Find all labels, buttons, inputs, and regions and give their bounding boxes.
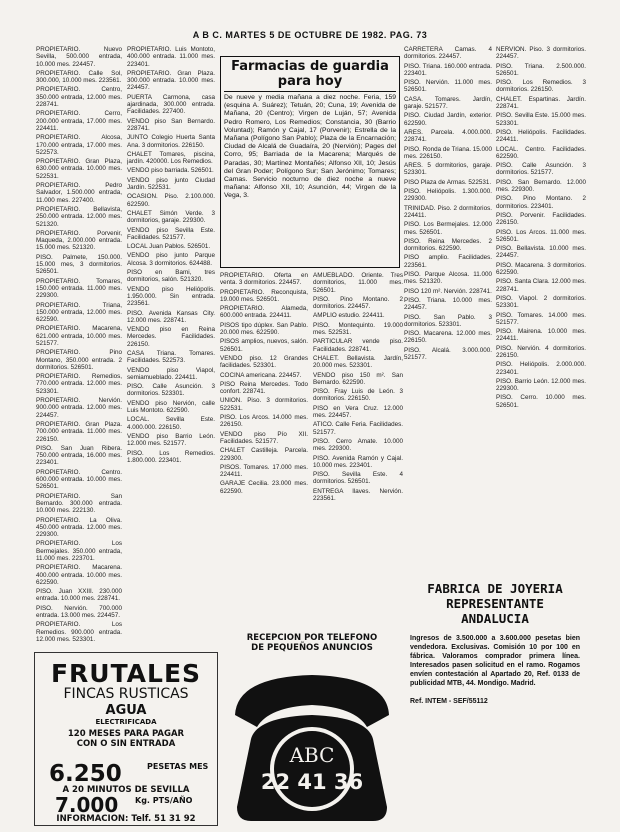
classified-ad: AMUEBLADO. Oriente. Tres dormitorios, 11.000 mes. 526501. [313, 272, 403, 294]
classified-ad: PISO. Heliópolis. Facilidades. 224411. [496, 128, 586, 144]
classified-ad: PISO. Juan XXIII. 230.000 entrada. 10.000 mes. 228741. [36, 588, 122, 603]
classified-ad: ATICO. Calle Feria. Facilidades. 521577. [313, 421, 403, 436]
classified-ad: PISO. Reina Mercedes. 2 dormitorios. 622590. [404, 237, 492, 253]
classified-ad: PROPIETARIO. Tomares, 150.000 entrada. 11.000 mes. 229300. [36, 277, 122, 300]
classified-ad: PISO. Ciudad Jardín, exterior. 622590. [404, 112, 492, 127]
frutales-price-1: 6.250 [49, 761, 122, 787]
classified-ad: PISO. Santa Clara. 12.000 mes. 228741. [496, 278, 586, 293]
farmacias-title: Farmacias de guardia para hoy [224, 59, 396, 92]
frutales-info: INFORMACION: Telf. 51 31 92 [56, 814, 196, 824]
joyeria-ref: Ref. INTEM - SEF/55112 [410, 698, 488, 705]
classified-ad: PISO amplio. Facilidades. 223561. [404, 254, 492, 269]
classified-ad: PISO. Alcalá. 3.000.000. 521577. [404, 346, 492, 361]
frutales-meses: 120 MESES PARA PAGAR [67, 729, 185, 739]
classified-ad: PISO. Nervión. 700.000 entrada. 13.000 mes. 224457. [36, 604, 122, 620]
frutales-distance: A 20 MINUTOS DE SEVILLA [62, 785, 190, 795]
classified-ad: PISO Reina Mercedes. Todo confort. 228741. [220, 380, 308, 396]
frutales-title: FRUTALES [50, 659, 202, 688]
classified-ad: PROPIETARIO. Macarena, 621.000 entrada, 10.000 mes. 521577. [36, 325, 122, 347]
classified-ad: PISO. Porvenir. Facilidades. 226150. [496, 211, 586, 227]
classified-ad: LOCAL Juan Pablos. 526501. [127, 243, 211, 251]
classified-ad: PROPIETARIO. Los Remedios. 900.000 entrada. 12.000 mes. 523301. [36, 621, 122, 643]
classified-ad: PROPIETARIO. Gran Plaza. 700.000 entrada. 11.000 mes. 226150. [36, 420, 122, 443]
classified-ad: PISO. Calle Asunción. 3 dormitorios. 521577. [496, 162, 586, 177]
classifieds-column-3a [220, 272, 308, 638]
classified-ad: PISO en Vera Cruz. 12.000 mes. 224457. [313, 404, 403, 420]
classified-ad: PISO. Los Remedios. 1.800.000. 223401. [127, 449, 215, 464]
frutales-price-1-unit: PESETAS MES [147, 762, 209, 771]
classified-ad: VENDO piso. 12 Grandes facilidades. 523301. [220, 354, 308, 370]
frutales-price-2-unit: Kg. PTS/AÑO [135, 796, 193, 805]
classified-ad: PISO 120 m². Nervión. 228741. [404, 287, 492, 295]
classified-ad: ENTREGA llaves. Nervión. 223561. [313, 487, 403, 503]
abc-phone-number: 22 41 36 [260, 770, 364, 794]
classified-ad: PROPIETARIO. Los Bermejales. 350.000 entrada, 11.000 mes. 223701. [36, 540, 122, 562]
classified-ad: PROPIETARIO. Luis Montoto, 400.000 entrada. 11.000 mes. 223401. [127, 46, 215, 68]
classified-ad: VENDO piso Pío XII. Facilidades. 521577. [220, 430, 308, 445]
classified-ad: ARES. Parcela. 4.000.000. 228741. [404, 128, 492, 144]
classified-ad: VENDO piso Viapol, semiamueblado. 224411. [127, 366, 215, 381]
classified-ad: PISO. Calle Asunción. 3 dormitorios. 523301. [127, 383, 215, 398]
classified-ad: VENDO piso Nervión, calle Luis Montoto. 622590. [127, 399, 215, 415]
frutales-entrada: CON O SIN ENTRADA [76, 739, 176, 749]
classified-ad: PROPIETARIO. La Oliva. 450.000 entrada. 12.000 mes. 229300. [36, 516, 122, 539]
classified-ad: PROPIETARIO. Centro. 600.000 entrada. 10.000 mes. 526501. [36, 468, 122, 491]
classified-ad: AMPLIO estudio. 224411. [313, 312, 385, 320]
classified-ad: PISO. Nervión. 11.000 mes. 526501. [404, 79, 492, 94]
classified-ad: OCASION. Piso. 2.100.000. 622590. [127, 193, 215, 208]
classified-ad: PISO. Parque Alcosa. 11.000 mes. 521320. [404, 271, 492, 286]
classified-ad: PISO. Avenida Ramón y Cajal. 10.000 mes. 223401. [313, 454, 403, 469]
classified-ad: PISO. Avenida Kansas City. 12.000 mes. 228741. [127, 309, 215, 324]
classified-ad: VENDO piso Barrio León. 12.000 mes. 521577. [127, 432, 215, 448]
classified-ad: GARAJE Cecilia. 23.000 mes. 622590. [220, 480, 308, 495]
classified-ad: PISO. Triana. 160.000 entrada. 223401. [404, 62, 492, 77]
classified-ad: PISO. San Bernardo. 12.000 mes. 229300. [496, 178, 586, 194]
joyeria-title-1: FABRICA DE JOYERIA [427, 581, 563, 596]
classified-ad: PISO. San Pablo. 3 dormitorios. 523301. [404, 313, 492, 328]
classified-ad: PISO. Ronda de Triana. 15.000 mes. 226150. [404, 145, 492, 160]
classified-ad: VENDO piso 150 m². San Bernardo. 622590. [313, 371, 403, 386]
classifieds-column-4 [404, 46, 492, 601]
classified-ad: PROPIETARIO. Oferta en venta. 3 dormitorios. 224457. [220, 272, 308, 287]
classified-ad: PROPIETARIO. Macarena. 400.000 entrada. 10.000 mes. 622590. [36, 564, 122, 586]
classified-ad: PROPIETARIO. Pino Montano, 350.000 entrada. 2 dormitorios. 526501. [36, 349, 122, 371]
telephone-illustration [227, 657, 397, 825]
classified-ad: PROPIETARIO. San Bernardo. 300.000 entrada. 10.000 mes. 222130. [36, 492, 122, 515]
classified-ad: PISO. Los Arcos. 11.000 mes. 526501. [496, 228, 586, 243]
page-header: A B C. MARTES 5 DE OCTUBRE DE 1982. PAG. 73 [192, 30, 428, 40]
classified-ad: PISO. Cerro Amate. 10.000 mes. 229300. [313, 437, 403, 453]
classified-ad: PROPIETARIO. Cerro, 200.000 entrada, 17.000 mes. 224411. [36, 110, 122, 132]
classified-ad: PISO. Sevilla Este. 15.000 mes. 523301. [496, 112, 586, 127]
joyeria-title-2: REPRESENTANTE [446, 596, 544, 611]
classifieds-column-1 [36, 46, 122, 656]
classified-ad: PROPIETARIO. Pedro Salvador, 1.500.000 entrada, 11.000 mes. 227400. [36, 182, 122, 204]
classified-ad: PISO. Heliópolis. 2.000.000. 223401. [496, 361, 586, 376]
classified-ad: CASA Triana. Tomares. Facilidades. 522573. [127, 349, 215, 365]
classified-ad: PISO. Heliópolis. 1.300.000. 229300. [404, 188, 492, 203]
classified-ad: UNION. Piso. 3 dormitorios. 522531. [220, 397, 308, 412]
classified-ad: CHALET. Espartinas. Jardín. 228741. [496, 95, 586, 111]
classifieds-column-3b [313, 272, 403, 638]
classified-ad: PISO. Fray Luis de León. 3 dormitorios. 226150. [313, 388, 403, 403]
frutales-ad [34, 652, 218, 826]
frutales-electrificada: ELECTRIFICADA [95, 718, 157, 726]
abc-ad-line-1: RECEPCION POR TELEFONO [246, 633, 378, 643]
classified-ad: JUNTO Colegio Huerta Santa Ana. 3 dormitorios. 226150. [127, 134, 215, 149]
classified-ad: PISO. San Juan Ribera. 750.000 entrada, 16.000 mes. 223401. [36, 444, 122, 467]
classified-ad: LOCAL. Centro. Facilidades. 622590. [496, 145, 586, 160]
classified-ad: PISO. Tomares. 14.000 mes. 521577. [496, 311, 586, 326]
abc-brand-text: ABC [289, 743, 335, 767]
classified-ad: PROPIETARIO. Centro, 350.000 entrada, 12.000 mes. 228741. [36, 86, 122, 109]
classified-ad: PROPIETARIO. Bellavista, 250.000 entrada. 12.000 mes. 521320. [36, 205, 122, 228]
classifieds-column-2 [127, 46, 215, 656]
classified-ad: COCINA americana. 224457. [220, 371, 302, 379]
frutales-price-2: 7.000 [55, 793, 119, 817]
classified-ad: PISO. Macarena. 12.000 mes. 226150. [404, 330, 492, 345]
classified-ad: VENDO piso junto Parque Alcosa. 3 dormitorios. 624488. [127, 252, 215, 267]
classified-ad: PISOS. Tomares. 17.000 mes. 224411. [220, 463, 308, 479]
joyeria-ad [404, 581, 586, 825]
classified-ad: PISO. Los Arcos. 14.000 mes. 226150. [220, 414, 308, 429]
classified-ad: PISO. Bellavista. 10.000 mes. 224457. [496, 245, 586, 260]
classified-ad: PISO. Barrio León. 12.000 mes. 229300. [496, 377, 586, 393]
classified-ad: PISOS amplios, nuevos, salón. 526501. [220, 338, 308, 353]
classified-ad: VENDO piso Heliópolis. 1.950.000. Sin entrada. 223561. [127, 285, 215, 308]
classified-ad: PARTICULAR vende piso. Facilidades. 228741. [313, 338, 403, 353]
classified-ad: PISO. Sevilla Este. 4 dormitorios. 526501. [313, 471, 403, 486]
classified-ad: PISO. Macarena. 3 dormitorios. 622590. [496, 261, 586, 277]
classified-ad: TRINIDAD. Piso. 2 dormitorios. 224411. [404, 204, 492, 219]
classified-ad: PROPIETARIO. Nuevo Sevilla, 500.000 entrada, 10.000 mes. 224457. [36, 46, 122, 68]
classified-ad: PISO. Los Bermejales. 12.000 mes. 526501. [404, 221, 492, 236]
frutales-agua: AGUA [105, 703, 147, 718]
farmacias-box [220, 56, 400, 268]
classified-ad: NERVION. Piso. 3 dormitorios. 224457. [496, 46, 586, 61]
classified-ad: VENDO piso Sevilla Este. Facilidades. 521577. [127, 226, 215, 241]
classified-ad: PROPIETARIO. Triana, 150.000 entrada, 12.000 mes. 622590. [36, 301, 122, 324]
joyeria-title-3: ANDALUCIA [461, 611, 529, 626]
classified-ad: CHALET Castilleja. Parcela. 229300. [220, 447, 308, 462]
classified-ad: PISO. Los Remedios. 3 dormitorios. 226150. [496, 79, 586, 94]
classified-ad: PROPIETARIO. Alcosa, 170.000 entrada, 17.000 mes. 522573. [36, 134, 122, 156]
classified-ad: VENDO piso San Bernardo. 228741. [127, 117, 215, 132]
classified-ad: CARRETERA Camas. 4 dormitorios. 224457. [404, 46, 492, 61]
classified-ad: PISO. Viapol. 2 dormitorios. 523301. [496, 294, 586, 310]
farmacias-body: De nueve y media mañana a diez noche. Feria, 159 (esquina A. Suárez); Tetuán, 20; Cuna, 19; Avenida de Mañana, 20 (Centro); Virgen de Luján, 57; Avenida Pedro Romero, Los Remedios; Constancia, 30 (Barrio Voluntad); Ramón y Cajal, 17 (Porvenir); Estrella de la Mañana (Polígono San Pablo); Plaza de la Encarnación; Ciudad de Alcalá de Guadaíra, 20 (Nervión); Pages del Corro, 95; Barriada de la Macarena; Marqués de Paradas, 30; Martínez Montañés; Alfonso XII, 10; Jesús del Gran Poder; Polígono Sur; San Jerónimo; Tomares; Camas. Servicio nocturno de diez noche a nueve mañana: Alfonso XII, 10; Asunción, 44; Virgen de la Vega, 3. [224, 94, 396, 200]
classified-ad: VENDO piso en Reina Mercedes. Facilidades. 226150. [127, 326, 215, 348]
classified-ad: PISO. Cerro. 10.000 mes. 526501. [496, 394, 586, 409]
classified-ad: PISO. Pino Montano. 2 dormitorios. 224457. [313, 295, 403, 311]
classified-ad: PISO. Triana. 2.500.000. 526501. [496, 62, 586, 77]
classified-ad: PISO. Nervión. 4 dormitorios. 226150. [496, 344, 586, 359]
classified-ad: PUERTA Carmona, casa ajardinada, 300.000 entrada. Facilidades. 227400. [127, 93, 215, 116]
classified-ad: CASA. Tomares. Jardín, garaje. 521577. [404, 95, 492, 111]
classified-ad: CHALET Simón Verde. 3 dormitorios, garaje. 229300. [127, 209, 215, 225]
classified-ad: PROPIETARIO. Gran Plaza, 630.000 entrada. 10.000 mes. 522531. [36, 158, 122, 180]
classified-ad: PROPIETARIO. Reconquista, 19.000 mes. 526501. [220, 288, 308, 303]
classified-ad: PROPIETARIO. Porvenir, Maqueda, 2.000.000 entrada. 15.000 mes. 521320. [36, 229, 122, 252]
classified-ad: VENDO piso junto Ciudad Jardín. 522531. [127, 176, 215, 192]
classified-ad: LOCAL. Sevilla Este. 4.000.000. 226150. [127, 416, 215, 431]
abc-phone-ad [227, 633, 397, 825]
frutales-subtitle: FINCAS RUSTICAS [63, 686, 189, 702]
classified-ad: PISO. Montequinto. 19.000 mes. 522531. [313, 321, 403, 337]
classified-ad: PROPIETARIO. Alameda, 600.000 entrada. 224411. [220, 305, 308, 320]
classified-ad: PISO. Pino Montano. 2 dormitorios. 223401. [496, 195, 586, 210]
abc-ad-line-2: DE PEQUEÑOS ANUNCIOS [251, 643, 373, 653]
classified-ad: CHALET. Bellavista. Jardín, 20.000 mes. 523301. [313, 354, 403, 370]
classified-ad: PISOS tipo dúplex. San Pablo. 20.000 mes. 622590. [220, 321, 308, 337]
classified-ad: VENDO piso barriada. 526501. [127, 167, 214, 175]
classified-ad: PISO Plaza de Armas. 522531. [404, 178, 492, 186]
classified-ad: PROPIETARIO. Remedios, 770.000 entrada. 12.000 mes. 523301. [36, 373, 122, 395]
classified-ad: ARES. 5 dormitorios, garaje. 523301. [404, 162, 492, 177]
classified-ad: PROPIETARIO. Gran Plaza. 300.000 entrada. 10.000 mes. 224457. [127, 69, 215, 92]
classified-ad: PROPIETARIO. Nervión. 900.000 entrada. 12.000 mes. 224457. [36, 397, 122, 419]
classified-ad: PISO. Triana. 10.000 mes. 224457. [404, 296, 492, 312]
joyeria-body: Ingresos de 3.500.000 a 3.600.000 pesetas bien vendedora. Exclusivas. Comisión 10 por 100 en fábrica. Valoramos comprador primera línea. Interesados pasen solicitud en el ramo. Rogamos envíen contestación al Apartado 20, Ref. 0133 de publicidad MTB, 44. Mondigo. Madrid. [410, 635, 580, 687]
classified-ad: CHALET Tomares, piscina, jardín. 420000. Los Remedios. [127, 150, 215, 166]
classified-ad: PISO en Bami, tres dormitorios, salón. 521320. [127, 269, 215, 284]
classified-ad: PISO. Mairena. 10.000 mes. 224411. [496, 328, 586, 343]
classified-ad: PROPIETARIO. Calle Sol, 300.000, 10.000 mes. 223561. [36, 69, 122, 85]
classified-ad: PISO. Palmete, 150.000. 15.000 mes, 3 dormitorios. 526501. [36, 253, 122, 276]
